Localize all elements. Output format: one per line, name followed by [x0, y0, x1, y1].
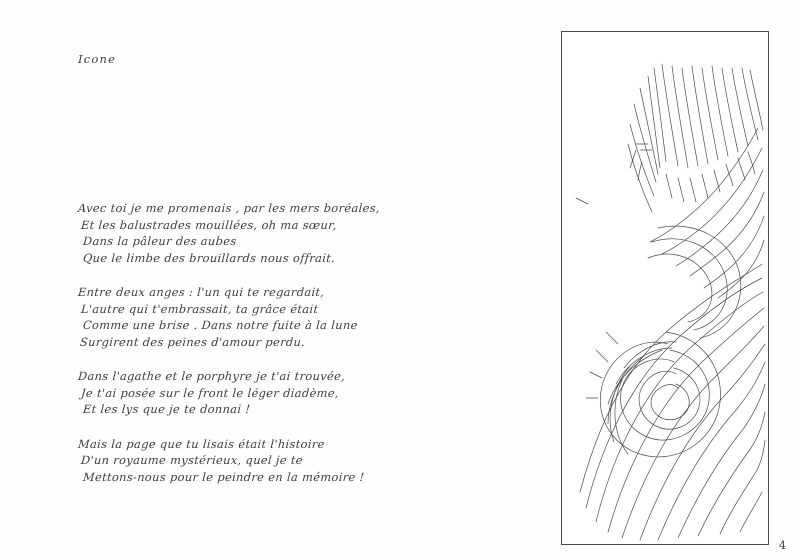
- spiral-wave-pen-drawing: [562, 32, 766, 542]
- poem-line: Que le limbe des brouillards nous offrait.: [82, 250, 336, 265]
- poem-line: Entre deux anges : l'un qui te regardait,: [77, 285, 325, 299]
- poem-line: Dans l'agathe et le porphyre je t'ai trouvée,: [77, 369, 346, 383]
- poem-line: Mais la page que tu lisais était l'histoire: [77, 436, 326, 451]
- stanza: [78, 436, 508, 486]
- poem-line: Avec toi je me promenais , par les mers boréales,: [77, 201, 381, 215]
- stanza: [78, 368, 508, 418]
- poem-line: Et les lys que je te donnai !: [82, 402, 251, 416]
- page-title: Icone: [78, 52, 117, 66]
- illustration-frame: [561, 31, 769, 545]
- poem-line: Mettons-nous pour le peindre en la mémoire !: [82, 469, 366, 484]
- poem-line: Comme une brise . Dans notre fuite à la lune: [82, 318, 359, 332]
- poem-line: Je t'ai posée sur le front le léger diadème,: [80, 385, 340, 400]
- poem-body: [78, 200, 508, 503]
- page-number: 4: [779, 539, 786, 552]
- poem-header: [78, 52, 498, 66]
- poem-line: D'un royaume mystérieux, quel je te: [80, 453, 304, 467]
- poem-line: Et les balustrades mouillées, oh ma sœur,: [80, 217, 338, 232]
- poem-line: Surgirent des peines d'amour perdu.: [79, 334, 306, 349]
- poem-line: L'autre qui t'embrassait, ta grâce était: [80, 301, 319, 316]
- stanza: [78, 284, 508, 350]
- poem-line: Dans la pâleur des aubes: [82, 234, 238, 248]
- stanza: [78, 200, 508, 266]
